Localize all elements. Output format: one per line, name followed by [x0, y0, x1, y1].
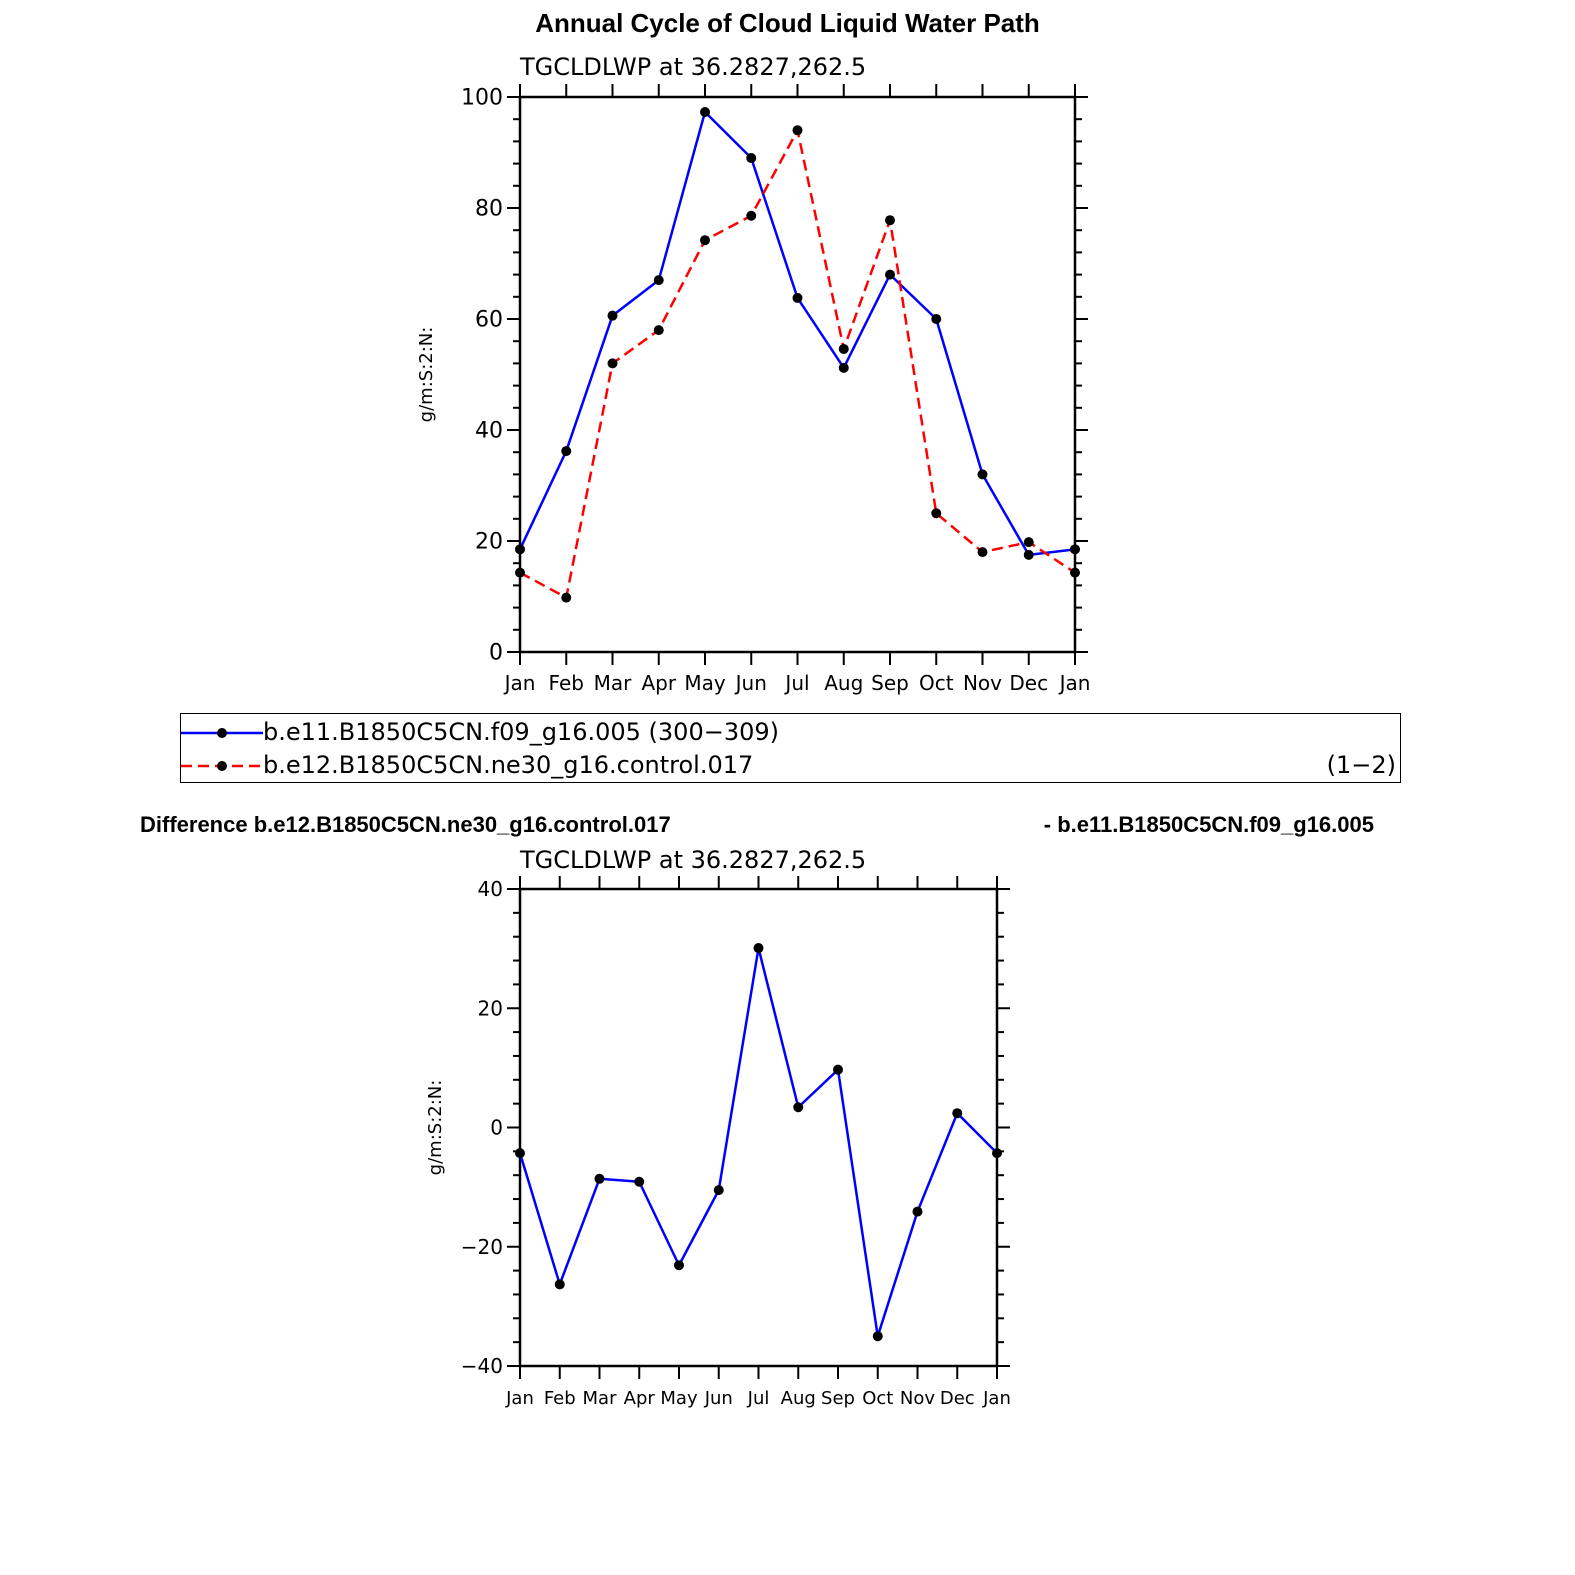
series-1-point: [913, 1207, 923, 1217]
x-tick-label: Mar: [582, 1388, 617, 1409]
x-tick-label: Oct: [862, 1388, 894, 1409]
series-1-point: [793, 1102, 803, 1112]
series-1-point: [754, 943, 764, 953]
x-tick-label: Jul: [747, 1388, 770, 1409]
series-1-point: [1024, 550, 1034, 560]
x-tick-label: Dec: [939, 1388, 975, 1409]
y-axis-label: g/m:S:2:N:: [425, 1079, 446, 1176]
y-tick-label: 100: [461, 85, 503, 111]
legend-swatch-series2: [181, 751, 271, 781]
series-1-point: [555, 1279, 565, 1289]
series-1-point: [515, 544, 525, 554]
x-tick-label: Jun: [704, 1388, 733, 1409]
y-tick-label: 20: [475, 529, 503, 555]
series-2-point: [839, 344, 849, 354]
y-tick-label: 60: [475, 307, 503, 333]
y-tick-label: 80: [475, 196, 503, 222]
series-2-point: [1070, 568, 1080, 578]
series-1-point: [700, 107, 710, 117]
x-tick-label: Aug: [780, 1388, 816, 1409]
series-1-point: [873, 1331, 883, 1341]
x-tick-label: May: [660, 1388, 698, 1409]
x-tick-label: Feb: [543, 1388, 576, 1409]
x-tick-label: Apr: [623, 1388, 655, 1409]
series-2-point: [978, 547, 988, 557]
series-1-point: [992, 1148, 1002, 1158]
y-tick-label: −40: [460, 1354, 503, 1378]
y-tick-label: 40: [475, 418, 503, 444]
series-line-2: [520, 130, 1075, 597]
series-2-point: [793, 125, 803, 135]
series-1-point: [595, 1174, 605, 1184]
series-1-point: [885, 270, 895, 280]
legend: [180, 713, 1401, 783]
x-tick-label: Jan: [504, 671, 536, 695]
legend-swatch-series1: [181, 718, 271, 748]
series-1-point: [952, 1108, 962, 1118]
x-tick-label: Jan: [983, 1388, 1011, 1409]
chart-2-subtitle: TGCLDLWP at 36.2827,262.5: [520, 846, 867, 874]
x-tick-label: Jun: [735, 671, 767, 695]
series-1-point: [561, 446, 571, 456]
x-tick-label: Feb: [548, 671, 584, 695]
x-tick-label: Aug: [824, 671, 864, 695]
difference-title-left: Difference b.e12.B1850C5CN.ne30_g16.control.017: [140, 812, 671, 837]
series-1-point: [515, 1148, 525, 1158]
x-tick-label: Dec: [1009, 671, 1049, 695]
x-tick-label: Jan: [1059, 671, 1091, 695]
legend-label-series1: b.e11.B1850C5CN.f09_g16.005 (300−309): [263, 718, 779, 746]
series-2-point: [654, 325, 664, 335]
series-1-point: [1070, 544, 1080, 554]
series-1-point: [931, 314, 941, 324]
series-1-point: [608, 311, 618, 321]
series-2-point: [746, 211, 756, 221]
chart-2: [425, 846, 1011, 1409]
series-1-point: [746, 153, 756, 163]
x-tick-label: Sep: [821, 1388, 855, 1409]
x-tick-label: Mar: [593, 671, 632, 695]
series-2-point: [1024, 537, 1034, 547]
series-1-point: [654, 275, 664, 285]
series-1-point: [978, 469, 988, 479]
chart-1: [416, 53, 1090, 695]
series-1-point: [833, 1065, 843, 1075]
series-2-point: [885, 215, 895, 225]
chart-title: Annual Cycle of Cloud Liquid Water Path: [535, 8, 1040, 38]
series-line-1: [520, 948, 997, 1336]
legend-diff-tag: (1−2): [1326, 751, 1396, 779]
x-tick-label: Jan: [506, 1388, 534, 1409]
series-2-point: [931, 508, 941, 518]
y-tick-label: 40: [477, 877, 503, 901]
series-1-point: [793, 293, 803, 303]
y-tick-label: 0: [490, 1115, 503, 1140]
x-tick-label: Nov: [962, 671, 1003, 695]
y-axis-label: g/m:S:2:N:: [416, 326, 437, 423]
x-tick-label: Apr: [641, 671, 677, 695]
y-tick-label: 20: [477, 996, 503, 1021]
series-1-point: [839, 363, 849, 373]
legend-label-series2: b.e12.B1850C5CN.ne30_g16.control.017: [263, 751, 754, 779]
x-tick-label: Nov: [899, 1388, 936, 1409]
series-1-point: [634, 1177, 644, 1187]
chart-1-subtitle: TGCLDLWP at 36.2827,262.5: [520, 53, 867, 81]
y-tick-label: −20: [460, 1234, 503, 1259]
y-tick-label: 0: [489, 640, 503, 666]
series-2-point: [561, 593, 571, 603]
plot-frame: [520, 889, 997, 1366]
x-tick-label: Sep: [871, 671, 909, 695]
series-2-point: [700, 235, 710, 245]
series-2-point: [608, 358, 618, 368]
x-tick-label: Jul: [785, 671, 810, 695]
x-tick-label: Oct: [918, 671, 954, 695]
series-2-point: [515, 568, 525, 578]
plot-frame: [520, 97, 1075, 652]
series-1-point: [714, 1185, 724, 1195]
series-line-1: [520, 112, 1075, 555]
x-tick-label: May: [684, 671, 726, 695]
difference-title-right: - b.e11.B1850C5CN.f09_g16.005: [1043, 812, 1374, 837]
series-1-point: [674, 1260, 684, 1270]
